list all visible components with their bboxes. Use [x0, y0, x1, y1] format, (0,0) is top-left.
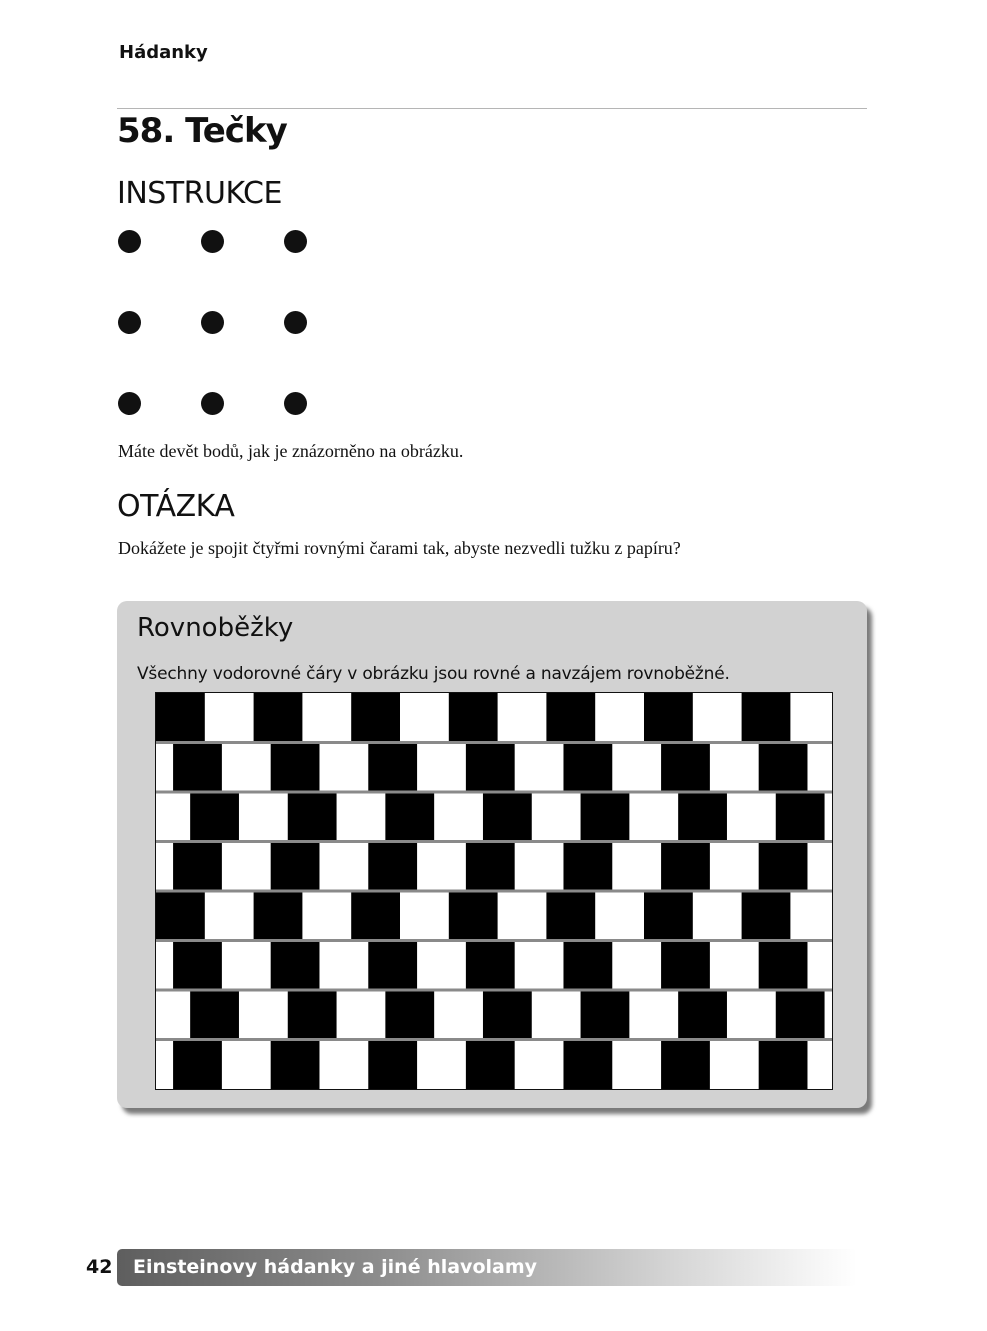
- illusion-tile: [173, 1040, 222, 1090]
- nine-dots-figure: [117, 229, 317, 419]
- instructions-heading: INSTRUKCE: [117, 176, 282, 211]
- header-rule: [117, 108, 867, 109]
- illusion-tile: [368, 1040, 417, 1090]
- illusion-tile: [449, 693, 498, 743]
- running-head: Hádanky: [119, 42, 208, 63]
- illusion-tile: [563, 743, 612, 793]
- illusion-tile: [661, 743, 710, 793]
- sidebar-text: Všechny vodorovné čáry v obrázku jsou rovné a navzájem rovnoběžné.: [137, 664, 730, 684]
- dot: [118, 230, 141, 253]
- dot: [201, 230, 224, 253]
- illusion-tile: [759, 842, 808, 892]
- page-number: 42: [86, 1256, 113, 1278]
- illusion-tile: [271, 743, 320, 793]
- illusion-tile: [254, 891, 303, 941]
- question-text: Dokážete je spojit čtyřmi rovnými čarami tak, abyste nezvedli tužku z papíru?: [118, 538, 681, 558]
- illusion-tile: [173, 743, 222, 793]
- illusion-tile: [385, 990, 434, 1040]
- illusion-tile: [661, 1040, 710, 1090]
- illusion-tile: [581, 792, 630, 842]
- illusion-tile: [661, 941, 710, 991]
- illusion-tile: [466, 743, 515, 793]
- illusion-tile: [644, 891, 693, 941]
- illusion-tile: [759, 743, 808, 793]
- illusion-tile: [776, 990, 825, 1040]
- illusion-tile: [563, 941, 612, 991]
- book-title: Einsteinovy hádanky a jiné hlavolamy: [133, 1256, 538, 1278]
- illusion-tile: [678, 990, 727, 1040]
- illusion-tile: [563, 842, 612, 892]
- illusion-tile: [483, 792, 532, 842]
- illusion-tile: [173, 842, 222, 892]
- illusion-tile: [368, 842, 417, 892]
- illusion-tile: [742, 693, 791, 743]
- sidebar-box: [117, 601, 867, 1108]
- illusion-tile: [466, 941, 515, 991]
- illusion-tile: [288, 990, 337, 1040]
- illusion-tile: [466, 1040, 515, 1090]
- illusion-tile: [563, 1040, 612, 1090]
- dot: [201, 311, 224, 334]
- illusion-tile: [546, 693, 595, 743]
- illusion-tile: [271, 941, 320, 991]
- sidebar-title: Rovnoběžky: [137, 613, 294, 643]
- instructions-text: Máte devět bodů, jak je znázorněno na obrázku.: [118, 441, 464, 461]
- illusion-tile: [759, 941, 808, 991]
- dot: [284, 230, 307, 253]
- illusion-tile: [385, 792, 434, 842]
- illusion-tile: [644, 693, 693, 743]
- cafe-wall-illusion: [155, 692, 833, 1090]
- illusion-tile: [368, 941, 417, 991]
- illusion-tile: [254, 693, 303, 743]
- illusion-tile: [351, 891, 400, 941]
- dot: [118, 392, 141, 415]
- illusion-tile: [678, 792, 727, 842]
- illusion-tile: [759, 1040, 808, 1090]
- illusion-tile: [271, 1040, 320, 1090]
- question-heading: OTÁZKA: [117, 489, 235, 524]
- illusion-tile: [173, 941, 222, 991]
- illusion-tile: [156, 891, 205, 941]
- dot: [284, 311, 307, 334]
- dot: [201, 392, 224, 415]
- illusion-tile: [483, 990, 532, 1040]
- illusion-tile: [190, 792, 239, 842]
- illusion-tile: [661, 842, 710, 892]
- illusion-tile: [466, 842, 515, 892]
- illusion-tile: [581, 990, 630, 1040]
- illusion-tile: [351, 693, 400, 743]
- dot: [284, 392, 307, 415]
- illusion-tile: [546, 891, 595, 941]
- illusion-tile: [271, 842, 320, 892]
- illusion-tile: [368, 743, 417, 793]
- illusion-tile: [288, 792, 337, 842]
- puzzle-title: 58. Tečky: [117, 111, 287, 151]
- dot: [118, 311, 141, 334]
- illusion-tile: [449, 891, 498, 941]
- illusion-tile: [156, 693, 205, 743]
- illusion-tile: [190, 990, 239, 1040]
- illusion-tile: [776, 792, 825, 842]
- footer-bar: [117, 1249, 857, 1286]
- illusion-tile: [742, 891, 791, 941]
